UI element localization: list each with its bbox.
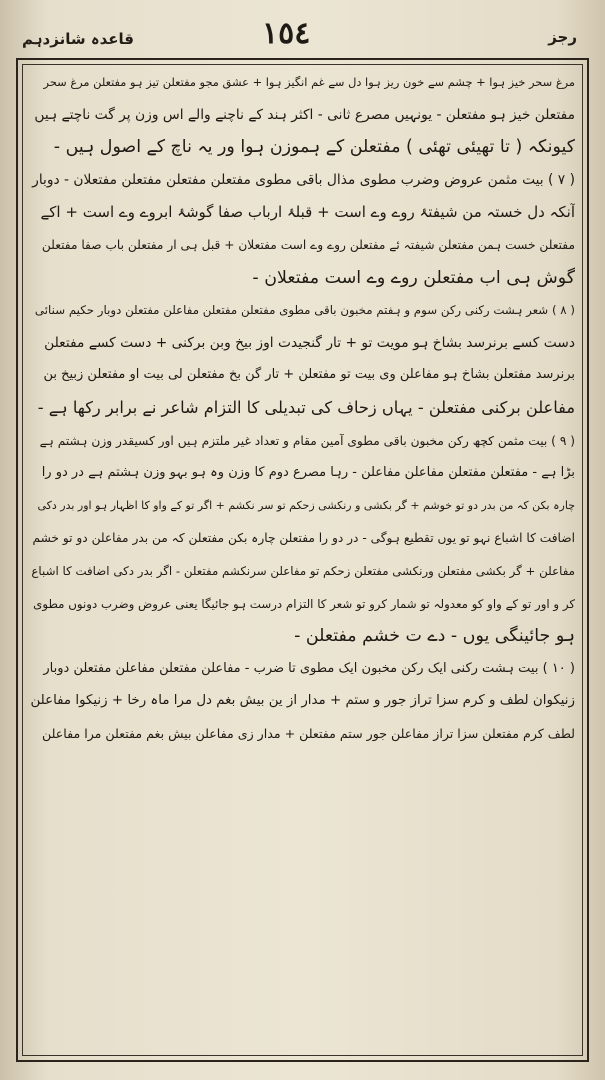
text-line: کر و اور تو کے واو کو معدولہ تو شمار کرو تو شعر کا التزام درست ہو جائیگا یعنی عروض وضرب دونوں مطوی [33, 596, 575, 611]
text-line: برنرسد مفتعلن بشاخ ہو مفاعلن وی بیت تو مفتعلن + تار گن بخ مفتعلن لی بیت او مفتعلن زبیخ بن [43, 367, 575, 383]
text-line: کیونکہ ( تا تھیئی تھئی ) مفتعلن کے ہموزن ہوا ور یہ ناچ کے اصول ہیں - [53, 137, 575, 158]
text-line: ( ۸ ) شعر ہشت رکنی رکن سوم و ہفتم مخبون باقی مطوی مفتعلن مفتعلن مفاعلن مفتعلن دوبار حکیم سنائی [34, 303, 575, 318]
text-line: مفتعلن خست ہمن مفتعلن شیفتہ ئے مفتعلن روے وے است مفتعلان + قبل ہی ار مفتعلن باب صفا مفتعلن [41, 237, 575, 252]
text-line: چارہ بکن کہ من بدر دو تو خوشم + گر بکشی و رنکشی زحکم تو سر نکشم + اگر تو کے واو کا اظہار ہو اور بدر دکی [37, 498, 575, 512]
text-line: اضافت کا اشباع نہو تو یوں تقطیع ہوگی - در دو را مفتعلن چارہ بکن مفتعلن کہ من بدر مفاعلن دو تو خشم [32, 531, 575, 546]
text-line: مفتعلن خیز ہو مفتعلن - یونہیں مصرع ثانی - اکثر ہند کے ناچنے والے اس وزن پر گت ناچتے ہیں [34, 106, 575, 123]
running-head-left: قاعدہ شانزدہم [22, 30, 134, 48]
text-line: ( ۷ ) بیت مثمن عروض وضرب مطوی مذال باقی مطوی مفتعلن مفتعلن مفتعلن مفتعلان - دوبار [32, 171, 575, 188]
text-line: مرغ سحر خیز ہوا + چشم سے خون ریز ہوا دل سے غم انگیز ہوا + عشق مجو مفتعلن تیز ہو مفتعلن مرغ سحر [43, 75, 575, 89]
running-head-right: رجز [548, 28, 577, 46]
text-line: دست کسے برنرسد بشاخ ہو مویت تو + تار گنجیدت اوز بیخ وبن برکنی + دست کسے مفتعلن [44, 334, 575, 351]
text-line: زنیکوان لطف و کرم سزا تراز جور و ستم + مدار از ین بیش بغم دل مرا ماہ رخا + زنیکوا مفاعلن [30, 693, 575, 709]
text-line: ( ۹ ) بیت مثمن کچھ رکن مخبون باقی مطوی آمین مقام و تعداد غیر ملتزم ہیں اور کسیقدر وزن ہشتم ہے [39, 433, 575, 448]
text-line: مفاعلن + گر بکشی مفتعلن ورنکشی مفتعلن زحکم تو مفاعلن سرنکشم مفتعلن - اگر بدر دکی اضافت کا اشباع [31, 563, 575, 578]
body-text [30, 66, 575, 750]
page-header [0, 14, 605, 58]
text-line: لطف کرم مفتعلن سزا تراز مفاعلن جور ستم مفتعلن + مدار زی مفاعلن بیش بغم مفتعلن مرا مفاعلن [41, 725, 575, 741]
text-line: گوش ہی اب مفتعلن روے وے است مفتعلان - [252, 267, 575, 288]
text-line: مفاعلن برکنی مفتعلن - یہاں زحاف کی تبدیلی کا التزام شاعر نے برابر رکھا ہے - [37, 397, 575, 417]
text-line: ( ۱۰ ) بیت ہشت رکنی ایک رکن مخبون ایک مطوی تا ضرب - مفاعلن مفتعلن مفاعلن مفتعلن دوبار [43, 660, 575, 676]
text-line: آنکہ دل خستہ من شیفتۂ روے وے است + قبلۂ ارباب صفا گوشۂ ابروے وے است + اکے [40, 203, 575, 222]
page-number: ١٥٤ [262, 16, 311, 51]
text-line: ہو جائینگی یوں - دے ت خشم مفتعلن - [294, 626, 575, 647]
text-line: بڑا ہے - مفتعلن مفتعلن مفاعلن مفاعلن - رہا مصرع دوم کا وزن وہ ہو بہو وزن ہشتم ہے در دو را [41, 465, 575, 481]
